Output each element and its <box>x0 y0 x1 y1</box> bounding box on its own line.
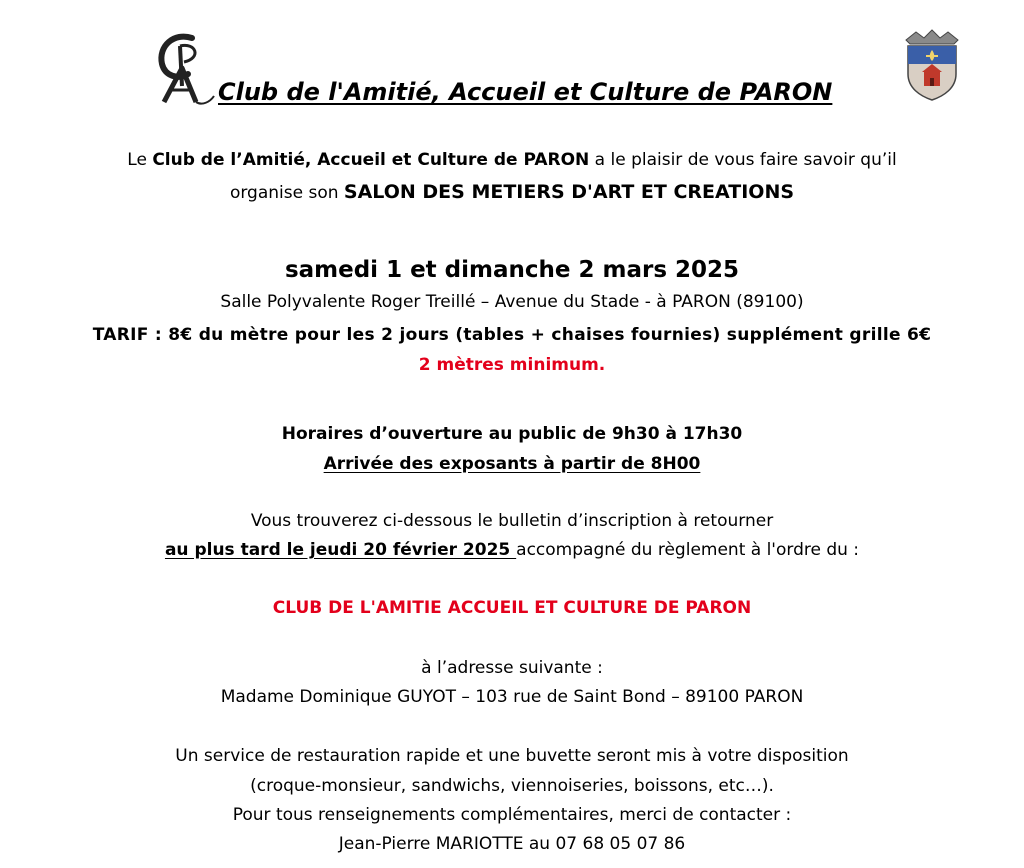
exhibitor-arrival: Arrivée des exposants à partir de 8H00 <box>323 454 701 474</box>
services-line-1: Un service de restauration rapide et une buvette seront mis à votre disposition <box>175 746 849 766</box>
registration-deadline: au plus tard le jeudi 20 février 2025 <box>164 540 517 560</box>
salon-name: SALON DES METIERS D'ART ET CREATIONS <box>343 181 795 203</box>
page-title: Club de l'Amitié, Accueil et Culture de PARON <box>218 78 833 106</box>
payee-name: CLUB DE L'AMITIE ACCUEIL ET CULTURE DE PARON <box>272 598 752 618</box>
registration-line-1: Vous trouverez ci-dessous le bulletin d’inscription à retourner <box>250 511 774 531</box>
public-hours: Horaires d’ouverture au public de 9h30 à 17h30 <box>281 424 743 444</box>
event-date: samedi 1 et dimanche 2 mars 2025 <box>284 257 740 283</box>
registration-line-2 <box>0 539 1024 561</box>
contact-intro: Pour tous renseignements complémentaires, merci de contacter : <box>232 805 792 825</box>
intro-line-2 <box>0 181 1024 204</box>
postal-address: Madame Dominique GUYOT – 103 rue de Saint Bond – 89100 PARON <box>220 687 804 707</box>
event-minimum: 2 mètres minimum. <box>418 355 606 375</box>
registration-payment-text: accompagné du règlement à l'ordre du : <box>516 540 860 560</box>
event-venue: Salle Polyvalente Roger Treillé – Avenue du Stade - à PARON (89100) <box>220 292 804 312</box>
intro-text: organise son <box>229 183 344 203</box>
coat-of-arms-icon <box>900 28 964 102</box>
club-logo-icon <box>152 28 218 108</box>
club-name-bold: Club de l’Amitié, Accueil et Culture de PARON <box>152 150 590 170</box>
intro-text: Le <box>127 150 153 170</box>
contact-person: Jean-Pierre MARIOTTE au 07 68 05 07 86 <box>338 834 686 854</box>
intro-line-1 <box>0 149 1024 171</box>
services-line-2: (croque-monsieur, sandwichs, viennoiseries, boissons, etc…). <box>250 776 774 796</box>
address-intro: à l’adresse suivante : <box>421 658 603 678</box>
event-tarif: TARIF : 8€ du mètre pour les 2 jours (tables + chaises fournies) supplément grille 6€ <box>92 325 932 345</box>
intro-text: a le plaisir de vous faire savoir qu’il <box>589 150 897 170</box>
